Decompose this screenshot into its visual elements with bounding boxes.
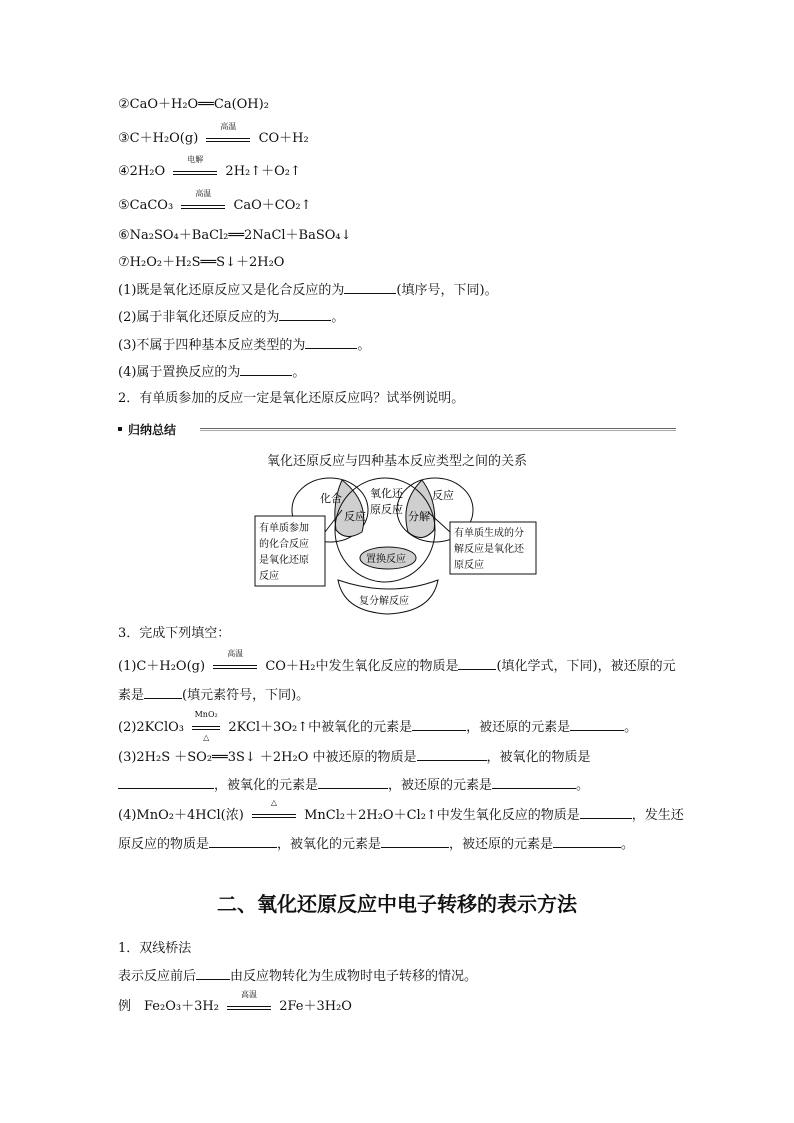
question-text: (填元素符号，下同)。 — [182, 688, 310, 703]
double-bridge-description — [118, 967, 477, 986]
answer-blank[interactable] — [580, 806, 632, 819]
left-note-line: 有单质参加 — [259, 523, 309, 534]
divider — [200, 430, 676, 431]
question-text: 。 — [357, 338, 371, 353]
reaction-condition: 电解 — [173, 163, 217, 181]
equation-2 — [118, 96, 269, 114]
question-3-4 — [118, 798, 684, 825]
section-title: 二、氧化还原反应中电子转移的表示方法 — [217, 892, 577, 916]
equation-7 — [118, 254, 284, 272]
reaction-condition: 高温 — [227, 998, 271, 1016]
label-displacement: 置换反应 — [366, 554, 406, 565]
question-3-1-cont — [118, 686, 309, 705]
question-text: CO＋H₂中发生氧化反应的物质是 — [265, 659, 459, 674]
label-double-decomposition: 复分解反应 — [359, 596, 409, 607]
description-text: 表示反应前后 — [118, 969, 197, 984]
reaction-condition: 高温 — [181, 197, 225, 215]
question-text: (2)2KClO₃ — [118, 720, 185, 735]
eq-number: ② — [118, 97, 130, 112]
question-3-2 — [118, 710, 638, 742]
eq-number: ⑦ — [118, 255, 130, 270]
eq-text: Na₂SO₄＋BaCl₂══2NaCl＋BaSO₄↓ — [129, 228, 352, 243]
question-text: 。 — [621, 837, 635, 852]
question-1-3 — [118, 336, 370, 355]
right-note-line: 原反应 — [454, 560, 484, 571]
eq-left: CaCO₃ — [129, 198, 174, 213]
question-text: MnCl₂＋2H₂O＋Cl₂↑中发生氧化反应的物质是 — [304, 808, 580, 823]
right-note-line: 有单质生成的分 — [454, 528, 524, 539]
question-text: (4)属于置换反应的为 — [118, 365, 241, 380]
eq-right: 2H₂↑＋O₂↑ — [225, 164, 301, 179]
eq-number: ⑤ — [118, 198, 130, 213]
question-text: ，被还原的元素是 — [388, 778, 493, 793]
question-3-4-cont — [118, 835, 634, 854]
question-text: ，被氧化的物质是 — [486, 750, 591, 765]
double-bridge-example — [118, 990, 352, 1016]
question-text: (3)2H₂S ＋SO₂══3S↓ ＋2H₂O 中被还原的物质是 — [118, 750, 417, 765]
eq-text: CaO＋H₂O══Ca(OH)₂ — [129, 97, 269, 112]
question-1-1 — [118, 281, 498, 300]
answer-blank[interactable] — [344, 281, 396, 294]
eq-right: CO＋H₂ — [258, 131, 309, 146]
question-3-1 — [118, 649, 676, 676]
equation-4 — [118, 155, 301, 181]
label-overlap-left: 反应 — [344, 510, 366, 523]
eq-right: CaO＋CO₂↑ — [233, 198, 312, 213]
answer-blank[interactable] — [240, 363, 292, 376]
equation-3 — [118, 122, 309, 148]
reaction-condition: 高温 — [206, 130, 250, 148]
question-text: (4)MnO₂＋4HCl(浓) — [118, 808, 244, 823]
question-3-heading: 3．完成下列填空： — [118, 626, 231, 641]
label-decomposition: 反应 — [432, 489, 454, 502]
question-text: (填化学式，下同)，被还原的元 — [496, 659, 676, 674]
answer-blank[interactable] — [318, 776, 388, 789]
answer-blank[interactable] — [144, 686, 182, 699]
reaction-venn-diagram — [250, 472, 550, 616]
question-text: 。 — [576, 778, 590, 793]
question-text: ，被氧化的元素是 — [277, 837, 382, 852]
eq-number: ③ — [118, 131, 130, 146]
eq-number: ⑥ — [118, 228, 130, 243]
bullet-icon — [118, 427, 122, 431]
answer-blank[interactable] — [196, 967, 230, 980]
answer-blank[interactable] — [417, 748, 487, 761]
answer-blank[interactable] — [305, 336, 357, 349]
eq-left: 2H₂O — [129, 164, 166, 179]
question-text: 2KCl＋3O₂↑中被氧化的元素是 — [228, 720, 413, 735]
answer-blank[interactable] — [118, 776, 214, 789]
question-text: 素是 — [118, 688, 145, 703]
question-text: 。 — [292, 365, 306, 380]
question-text: ，被还原的元素是 — [449, 837, 554, 852]
reaction-condition: MnO₂ △ — [192, 718, 220, 736]
left-note-line: 是氧化还原 — [259, 555, 309, 566]
question-text: 。 — [331, 310, 345, 325]
example-text: 2Fe＋3H₂O — [279, 999, 352, 1014]
description-text: 由反应物转化为生成物时电子转移的情况。 — [230, 969, 478, 984]
left-note-line: 的化合反应 — [259, 539, 309, 550]
question-text: (填序号，下同)。 — [396, 283, 498, 298]
question-text: (1)既是氧化还原反应又是化合反应的为 — [118, 283, 345, 298]
question-2: 2．有单质参加的反应一定是氧化还原反应吗？试举例说明。 — [118, 391, 465, 406]
double-bridge-heading: 1．双线桥法 — [118, 941, 192, 956]
reaction-condition: △ — [252, 806, 296, 824]
answer-blank[interactable] — [570, 718, 624, 731]
question-text: 原反应的物质是 — [118, 837, 210, 852]
diagram-title: 氧化还原反应与四种基本反应类型之间的关系 — [266, 454, 527, 469]
question-text: (1)C＋H₂O(g) — [118, 659, 206, 674]
eq-left: C＋H₂O(g) — [129, 131, 199, 146]
answer-blank[interactable] — [209, 835, 277, 848]
question-3-3 — [118, 748, 591, 767]
equation-5 — [118, 189, 312, 215]
answer-blank[interactable] — [553, 835, 621, 848]
eq-number: ④ — [118, 164, 130, 179]
question-text: 。 — [624, 720, 638, 735]
question-1-2 — [118, 308, 344, 327]
label-redox-bottom: 原反应 — [370, 503, 403, 516]
divider — [200, 428, 676, 429]
label-redox-top: 氧化还 — [370, 487, 403, 500]
reaction-condition: 高温 — [213, 657, 257, 675]
question-text: ，被还原的元素是 — [466, 720, 571, 735]
question-3-3-cont — [118, 776, 589, 795]
answer-blank[interactable] — [279, 308, 331, 321]
answer-blank[interactable] — [412, 718, 466, 731]
equation-6 — [118, 227, 352, 245]
answer-blank[interactable] — [381, 835, 449, 848]
answer-blank[interactable] — [492, 776, 576, 789]
example-text: 例 Fe₂O₃＋3H₂ — [118, 999, 219, 1014]
right-note-line: 解反应是氧化还 — [454, 544, 524, 555]
summary-label: 归纳总结 — [128, 423, 177, 437]
answer-blank[interactable] — [458, 657, 496, 670]
left-note-line: 反应 — [259, 571, 279, 582]
label-combination: 化合 — [320, 492, 342, 505]
eq-text: H₂O₂＋H₂S══S↓＋2H₂O — [129, 255, 285, 270]
question-text: (2)属于非氧化还原反应的为 — [118, 310, 280, 325]
question-text: ，被氧化的元素是 — [214, 778, 319, 793]
label-overlap-right: 分解 — [408, 510, 430, 523]
question-text: ，发生还 — [631, 808, 684, 823]
question-1-4 — [118, 363, 305, 382]
question-text: (3)不属于四种基本反应类型的为 — [118, 338, 306, 353]
summary-header — [118, 422, 676, 436]
